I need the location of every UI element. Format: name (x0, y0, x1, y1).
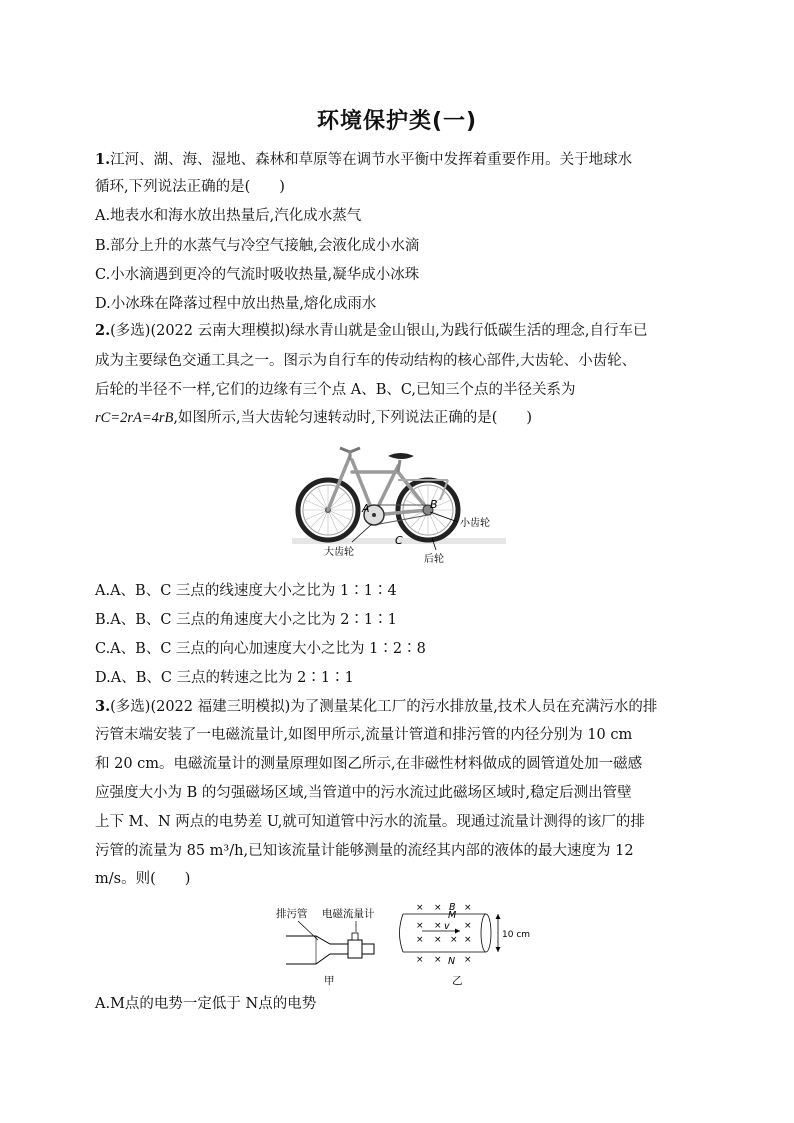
svg-text:×: × (434, 903, 442, 913)
q2-stem-line4: rC=2rA=4rB,如图所示,当大齿轮匀速转动时,下列说法正确的是( ) (95, 410, 533, 426)
svg-text:×: × (416, 955, 424, 965)
q1-stem-line1: 1.江河、湖、海、湿地、森林和草原等在调节水平衡中发挥着重要作用。关于地球水 (95, 151, 633, 168)
q3-stem-line3: 和 20 cm。电磁流量计的测量原理如图乙所示,在非磁性材料做成的圆管道处加一磁感 (95, 756, 643, 772)
q1-stem-line2: 循环,下列说法正确的是( ) (95, 179, 285, 195)
label-small-gear: 小齿轮 (460, 518, 490, 529)
svg-text:×: × (434, 921, 442, 931)
bicycle-figure (290, 438, 510, 568)
label-point-b: B (430, 498, 438, 511)
svg-text:×: × (416, 921, 424, 931)
label-big-gear: 大齿轮 (324, 547, 354, 558)
q1-option-d: D.小冰珠在降落过程中放出热量,熔化成雨水 (95, 296, 377, 312)
flow-meter-figure (276, 902, 531, 992)
svg-text:×: × (464, 955, 472, 965)
flow-meter-diagram (276, 902, 531, 992)
q3-stem-line2: 污管末端安装了一电磁流量计,如图甲所示,流量计管道和排污管的内径分别为 10 cm (95, 727, 633, 743)
q3-stem-line5: 上下 M、N 两点的电势差 U,就可知道管中污水的流量。现通过流量计测得的该厂的排 (95, 814, 645, 830)
q1-option-c: C.小水滴遇到更冷的气流时吸收热量,凝华成小冰珠 (95, 267, 420, 283)
svg-text:×: × (464, 935, 472, 945)
label-fig-a: 甲 (324, 975, 335, 987)
label-point-c: C (395, 534, 403, 547)
page-title: 环境保护类(一) (316, 109, 478, 134)
q3-stem-line6: 污管的流量为 85 m³/h,已知该流量计能够测量的流经其内部的液体的最大速度为 12 (95, 843, 634, 859)
label-meter: 电磁流量计 (322, 908, 375, 920)
q2-option-d: D.A、B、C 三点的转速之比为 2∶1∶1 (95, 670, 354, 686)
label-pipe: 排污管 (276, 908, 308, 920)
q2-option-a: A.A、B、C 三点的线速度大小之比为 1∶1∶4 (95, 583, 397, 599)
svg-text:×: × (434, 955, 442, 965)
q3-stem-line1: 3.(多选)(2022 福建三明模拟)为了测量某化工厂的污水排放量,技术人员在充满污水的排 (95, 698, 658, 715)
q2-stem-line1: 2.(多选)(2022 云南大理模拟)绿水青山就是金山银山,为践行低碳生活的理念,自行车已 (95, 322, 648, 339)
q3-number: 3. (95, 698, 111, 715)
bicycle-diagram (290, 438, 510, 568)
q2-option-b: B.A、B、C 三点的角速度大小之比为 2∶1∶1 (95, 612, 397, 628)
label-point-n: N (448, 956, 456, 967)
q1-option-a: A.地表水和海水放出热量后,汽化成水蒸气 (95, 208, 362, 224)
q2-number: 2. (95, 322, 111, 339)
radius-relation-formula: rC=2rA=4rB (95, 410, 174, 426)
label-fig-b: 乙 (452, 975, 463, 987)
q2-option-c: C.A、B、C 三点的向心加速度大小之比为 1∶2∶8 (95, 641, 426, 657)
svg-text:×: × (434, 935, 442, 945)
svg-text:×: × (464, 921, 472, 931)
q2-stem-line2: 成为主要绿色交通工具之一。图示为自行车的传动结构的核心部件,大齿轮、小齿轮、 (95, 353, 637, 369)
label-point-m: M (448, 910, 457, 921)
q1-number: 1. (95, 151, 111, 168)
svg-text:×: × (416, 903, 424, 913)
svg-text:×: × (464, 903, 472, 913)
svg-text:×: × (450, 935, 458, 945)
svg-text:×: × (416, 935, 424, 945)
label-velocity: v (444, 921, 450, 932)
label-diameter: 10 cm (502, 930, 531, 940)
q3-stem-line4: 应强度大小为 B 的匀强磁场区域,当管道中的污水流过此磁场区域时,稳定后测出管壁 (95, 785, 632, 801)
label-rear-wheel: 后轮 (424, 554, 444, 565)
label-field-b: B (449, 902, 456, 913)
q1-option-b: B.部分上升的水蒸气与冷空气接触,会液化成小水滴 (95, 238, 420, 254)
label-point-a: A (362, 502, 370, 515)
q2-stem-line3: 后轮的半径不一样,它们的边缘有三个点 A、B、C,已知三个点的半径关系为 (95, 382, 576, 398)
q3-stem-line7: m/s。则( ) (95, 871, 191, 887)
q3-option-a: A.M点的电势一定低于 N点的电势 (95, 996, 317, 1012)
